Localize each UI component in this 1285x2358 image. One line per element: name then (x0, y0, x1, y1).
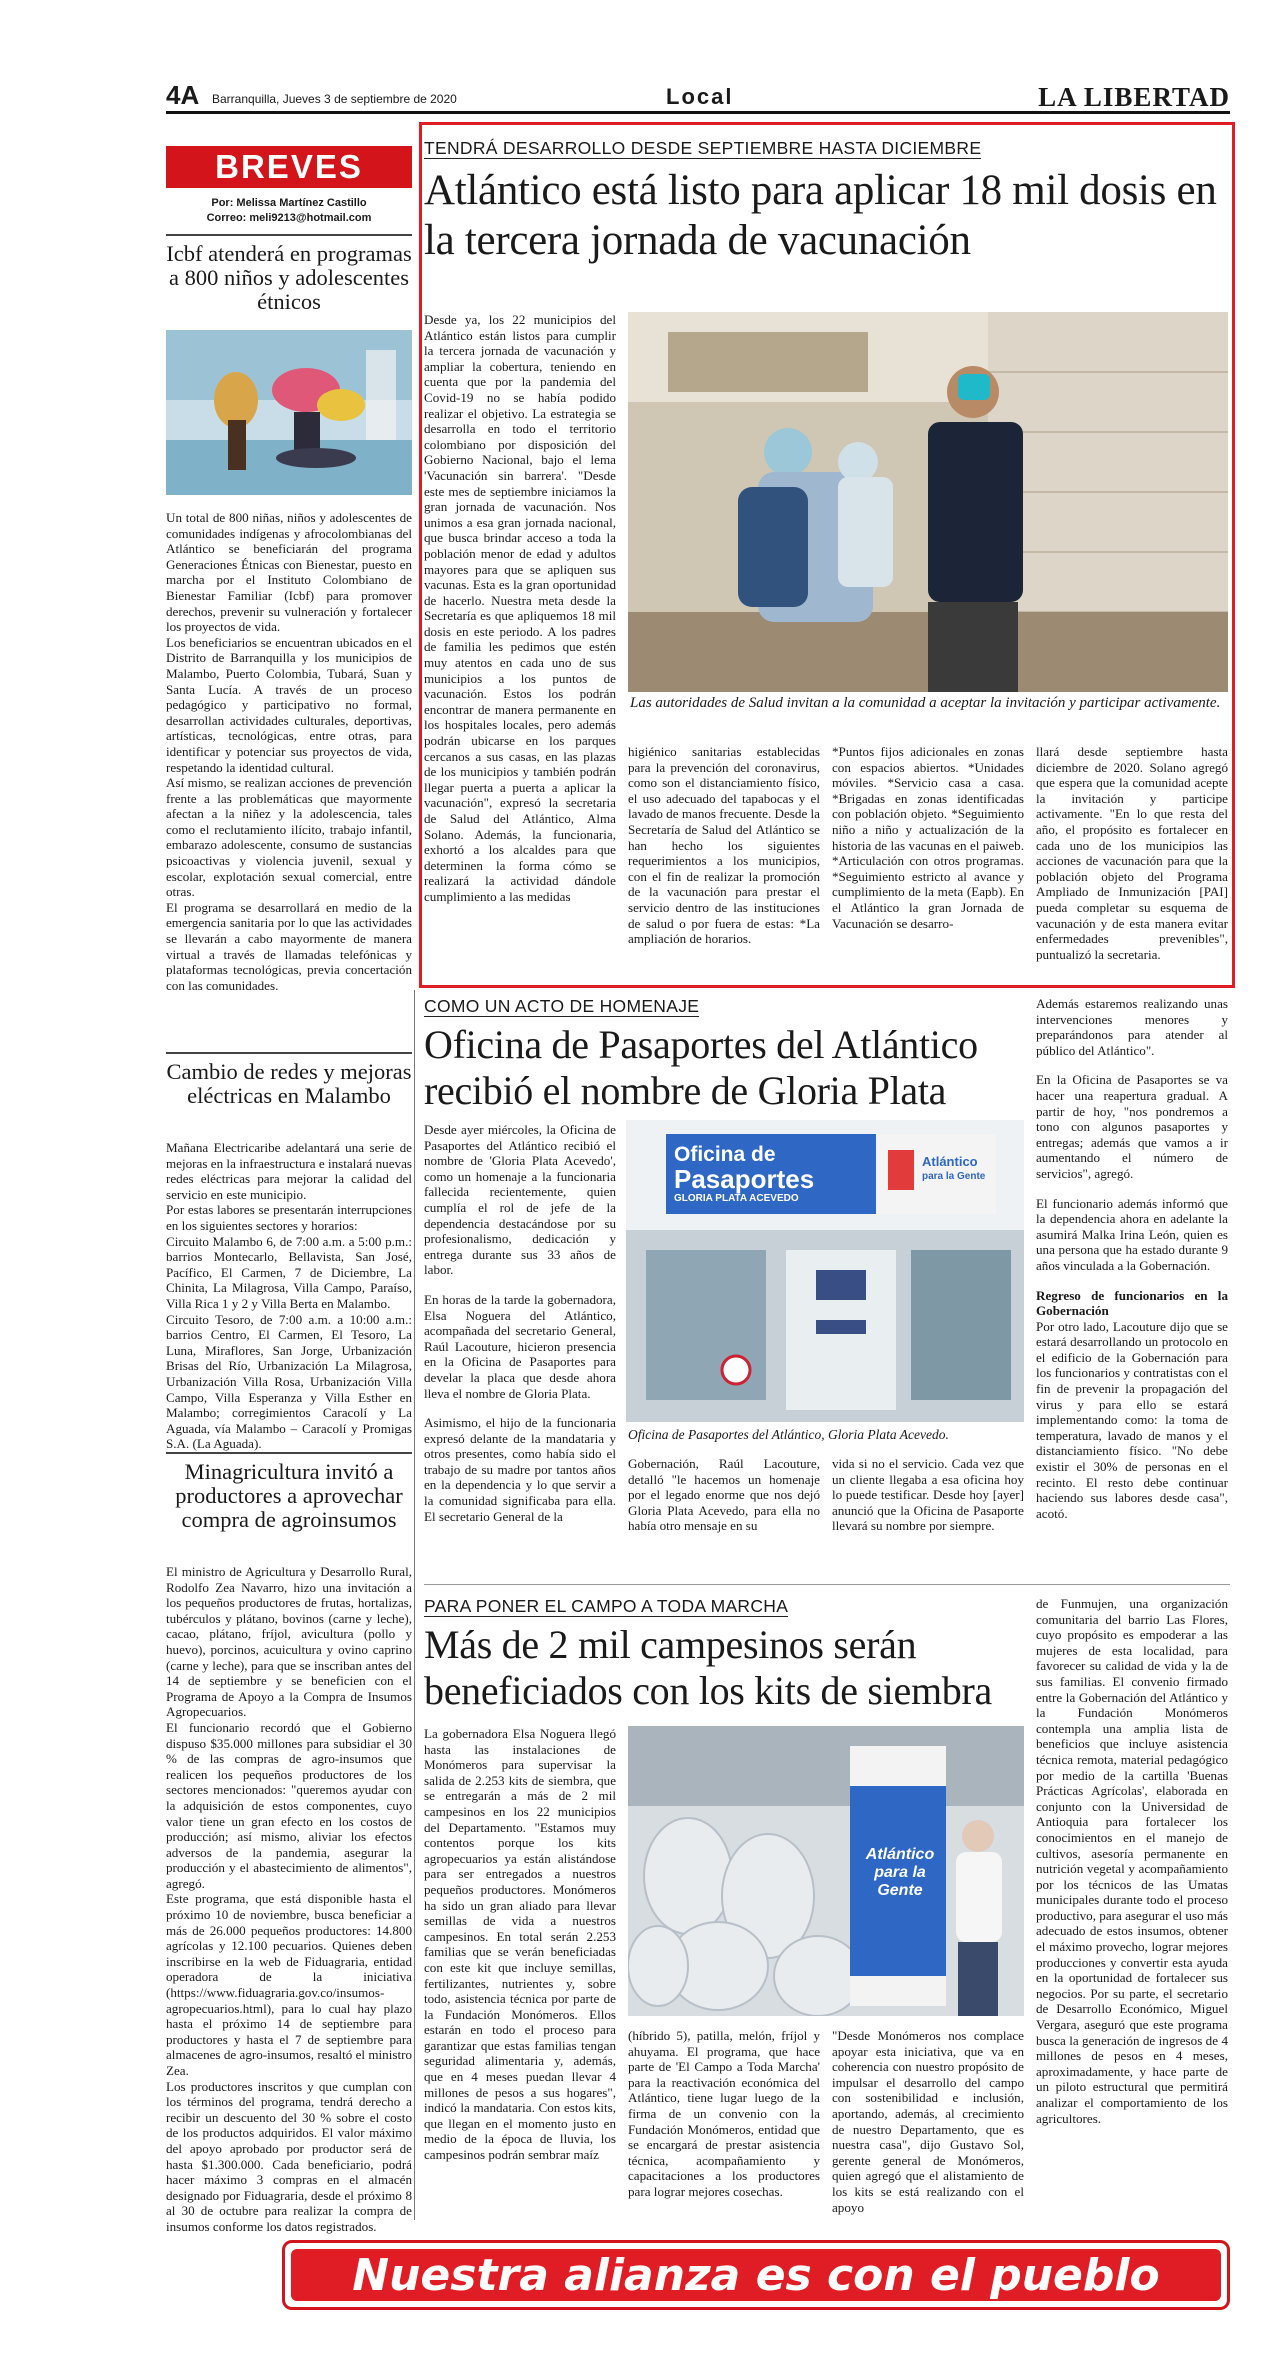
brief-2-title: Cambio de redes y mejoras eléctricas en Malambo (166, 1059, 412, 1108)
vaccination-col-4: llará desde septiembre hasta diciembre de 2020. Solano agregó que espera que la comunidad acepte la invitación y participe activamente. "En lo que resta del año, el propósito es fortalecer en cada uno de los municipios las acciones de vacunación para que la población objeto del Programa Ampliado de Inmunización [PAI] pueda completar su esquema de vacunación y de esta manera evitar enfermedades prevenibles", puntualizó la secretaria. (1036, 744, 1228, 962)
seed-kits-photo (628, 1726, 1024, 2016)
paragraph: Los beneficiarios se encuentran ubicados en el Distrito de Barranquilla y los municipios de Malambo, Puerto Colombia, Tubará, Suan y Santa Lucía. A través de un proceso pedagógico y participativo no formal, desarrollan actividades culturales, deportivas, artísticas, tecnológicas, entre otras, para identificar y potenciar sus proyectos de vida, respetando la identidad cultural. (166, 634, 412, 775)
paragraph: Este programa, que está disponible hasta el próximo 10 de noviembre, busca beneficiar a más de 26.000 pequeños productores: 14.800 agrícolas y 12.100 pecuarios. Quienes deben inscribirse en la web de Fiduagraria, entidad operadora de la iniciativa (https://www.fiduagraria.gov.co/insumos-agropecuarios.html), para lo cual hay plazo hasta el próximo 14 de septiembre para productores y hasta el 7 de septiembre para almacenes de agro-insumos, resaltó el ministro Zea. (166, 1891, 412, 2078)
vaccination-caption: Las autoridades de Salud invitan a la comunidad a aceptar la invitación y participar activamente. (630, 695, 1221, 711)
byline-email: Correo: meli9213@hotmail.com (206, 212, 372, 224)
farmers-col-1: La gobernadora Elsa Noguera llegó hasta las instalaciones de Monómeros para supervisar la salida de 2.253 kits de siembra, que se entregarán a más de 2 mil campesinos en los 22 municipios del Departamento. "Estamos muy contentos porque los kits agropecuarios ya están alistándose para ser entregados a nuestros pequeños productores. Monómeros ha sido un gran aliado para llevar semillas de vida a nuestros campesinos. En total serán 2.253 familias que se verán beneficiadas con este kit que incluye semillas, fertilizantes, nutrientes y, sobre todo, asistencia técnica por parte de la Fundación Monómeros. Ellos estarán en todo el proceso para garantizar que estas familias tengan seguridad alimentaria y, además, que en 4 meses puedan llevar 4 millones de pesos a sus hogares", indicó la mandataria. Con estos kits, que llegan en el momento justo en medio de la época de lluvia, los campesinos podrán sembrar maíz (424, 1726, 616, 2163)
bottom-banner (282, 2240, 1230, 2310)
divider (166, 1452, 412, 1454)
banner-slogan: Nuestra alianza es con el pueblo (352, 2250, 1160, 2301)
passports-caption: Oficina de Pasaportes del Atlántico, Gloria Plata Acevedo. (628, 1427, 949, 1442)
paragraph: Desde ayer miércoles, la Oficina de Pasaportes del Atlántico recibió el nombre de 'Gloria Plata Acevedo', como un homenaje a la funcionaria fallecida recientemente, quien cumplía el rol de jefe de la dependencia destacándose por su profesionalismo, dedicación y entrega durante sus 33 años de labor. (424, 1122, 616, 1278)
passports-kicker: COMO UN ACTO DE HOMENAJE (424, 996, 700, 1016)
paragraph: Así mismo, se realizan acciones de prevención frente a las problemáticas que mayormente afectan a la niñez y la adolescencia, tales como el reclutamiento ilícito, trabajo infantil, embarazo adolescente, consumo de sustancias psicoactivas y violencia juvenil, sexual y escolar, explotación sexual comercial, entre otras. (166, 775, 412, 900)
vaccination-photo-image (628, 312, 1228, 692)
brief-3-body (166, 1564, 412, 2235)
sign-line: Pasaportes (674, 1164, 815, 1194)
paragraph: Circuito Malambo 6, de 7:00 a.m. a 5:00 p.m.: barrios Montecarlo, Bellavista, San José, Pacífico, El Carmen, 7 de Diciembre, La Chinita, La Milagrosa, Villa Campo, Paraíso, Villa Rica 1 y 2 y Villa Berta en Malambo. (166, 1233, 412, 1311)
divider (424, 1584, 1230, 1585)
column-rule (414, 990, 415, 2220)
paragraph: El ministro de Agricultura y Desarrollo Rural, Rodolfo Zea Navarro, hizo una invitación a los pequeños productores de frutas, hortalizas, tubérculos y plátano, bovinos (carne y leche), cacao, plátano, fríjol, avicultura (pollo y huevo), porcinos, acuicultura y ovino caprino (carne y leche), para que se inscriban antes del 14 de septiembre y se beneficien con el Programa de Apoyo a la Compra de Insumos Agropecuarios. (166, 1564, 412, 1720)
paragraph: Los productores inscritos y que cumplan con los términos del programa, tendrá derecho a recibir un descuento del 30 % sobre el costo de los productos adquiridos. El valor máximo del apoyo aprobado por productor será de hasta $1.300.000. Cada beneficiario, podrá hacer máximo 3 compras en el almacén designado por Fiduagraria, desde el próximo 8 al 30 de octubre para realizar la compra de insumos conforme los datos registrados. (166, 2078, 412, 2234)
byline-author: Por: Melissa Martínez Castillo (211, 197, 367, 209)
passports-col-1 (424, 1122, 616, 1524)
paragraph: En horas de la tarde la gobernadora, Elsa Noguera del Atlántico, acompañada del secretario General, Raúl Lacouture, hicieron presencia en la Oficina de Pasaportes para develar la placa que desde ahora lleva el nombre de Gloria Plata. (424, 1291, 616, 1401)
farmers-col-3: "Desde Monómeros nos complace apoyar esta iniciativa, que va en coherencia con nuestro propósito de impulsar el desarrollo del campo con sostenibilidad e inclusión, aportando, además, al crecimiento de nuestro Departamento, que es nuestra casa", dijo Gustavo Sol, gerente general de Monómeros, quien agregó que el alistamiento de los kits se está realizando con el apoyo (832, 2028, 1024, 2215)
section-name: Local (666, 84, 734, 109)
brief-1-body (166, 510, 412, 993)
bag-banner-text: Atlántico para la Gente (865, 1846, 935, 1899)
sign-line: Oficina de (674, 1143, 776, 1166)
logo-line: para la Gente (922, 1171, 986, 1182)
paragraph: El funcionario además informó que la dependencia ahora en adelante la asumirá Malka Irina León, quien es una persona que ha estado durante 9 años vinculada a la Gobernación. (1036, 1195, 1228, 1273)
vaccination-photo (628, 312, 1228, 692)
passports-col-3: vida si no el servicio. Cada vez que un cliente llegaba a esa oficina hoy lo puede testificar. Desde hoy [ayer] anunció que la Oficina de Pasaporte llevará su nombre por siempre. (832, 1456, 1024, 1534)
vaccination-col-3: *Puntos fijos adicionales en zonas con espacios abiertos. *Unidades móviles. *Servicio casa a casa. *Brigadas en zonas identificadas con población objeto. *Seguimiento niño a niño y actualización de la historia de las vacunas en el paiweb. *Articulación con otros programas. *Seguimiento estricto al avance y cumplimiento de la meta (Eapb). En el Atlántico la gran Jornada de Vacunación se desarro- (832, 744, 1024, 931)
seed-kits-image (628, 1726, 1024, 2016)
divider (166, 234, 412, 236)
edition-date: Barranquilla, Jueves 3 de septiembre de 2020 (212, 92, 457, 106)
office-sign (674, 1144, 874, 1206)
paragraph: Por estas labores se presentarán interrupciones en los siguientes sectores y horarios: (166, 1202, 412, 1233)
sign-line: GLORIA PLATA ACEVEDO (674, 1193, 799, 1204)
passports-headline: Oficina de Pasaportes del Atlántico recibió el nombre de Gloria Plata (424, 1022, 978, 1113)
page-number: 4A (166, 80, 200, 110)
passport-office-photo (626, 1120, 1024, 1422)
brief-3-title: Minagricultura invitó a productores a aprovechar compra de agroinsumos (175, 1459, 403, 1532)
paragraph: Mañana Electricaribe adelantará una serie de mejoras en la infraestructura e instalará nuevas redes eléctricas para mejorar la calidad del servicio en este municipio. (166, 1140, 412, 1202)
newspaper-brand: LA LIBERTAD (1038, 82, 1230, 112)
paragraph: Por otro lado, Lacouture dijo que se estará desarrollando un protocolo en el edificio de la Gobernación para los funcionarios y contratistas con el fin de prevenir la propagación del virus y para ello se estará implementando como: la toma de temperatura, lavado de manos y el distanciamiento físico. "No debe existir el 30% de personas en el recinto. El resto debe continuar haciendo sus labores desde casa", acotó. (1036, 1318, 1228, 1521)
page-header (166, 78, 1230, 114)
farmers-headline: Más de 2 mil campesinos serán beneficiados con los kits de siembra (424, 1622, 992, 1713)
dance-photo-image (166, 330, 412, 495)
vaccination-col-2: higiénico sanitarias establecidas para la prevención del coronavirus, como son el distanciamiento físico, el uso adecuado del tapabocas y el lavado de manos frecuente. Desde la Secretaría de Salud del Atlántico se han hecho los siguientes requerimientos a los municipios, con el fin de realizar la promoción de la vacunación para prestar el servicio dentro de las instituciones de salud o por fuera de estas: *La ampliación de horarios. (628, 744, 820, 947)
paragraph: Además estaremos realizando unas intervenciones menores y preparándonos para atender al público del Atlántico". (1036, 996, 1228, 1058)
breves-label: BREVES (166, 146, 412, 188)
divider (166, 1052, 412, 1054)
paragraph: Un total de 800 niñas, niños y adolescentes de comunidades indígenas y afrocolombianas del Atlántico se beneficiarán del programa Generaciones Étnicas con Bienestar, puesto en marcha por el Instituto Colombiano de Bienestar Familiar (Icbf) para promover derechos, prevenir su vulneración y fortalecer los proyectos de vida. (166, 510, 412, 635)
paragraph: Circuito Tesoro, de 7:00 a.m. a 10:00 a.m.: barrios Centro, El Carmen, El Tesoro, La Luna, Miraflores, San Jorge, Urbanización Brisas del Río, Urbanización La Milagrosa, Urbanización Villa Rosa, Urbanización Villa Campo, Villa Esperanza y Villa Esther en Malambo; corregimientos Caracolí y La Aguada, vía Malambo – Caracolí y Promigas S.A. (La Aguada). (166, 1311, 412, 1452)
passports-col-4 (1036, 996, 1228, 1521)
brief-1-title: Icbf atenderá en programas a 800 niños y adolescentes étnicos (166, 241, 412, 314)
breves-byline (166, 196, 412, 226)
vaccination-headline: Atlántico está listo para aplicar 18 mil dosis en la tercera jornada de vacunación (424, 167, 1217, 264)
subhead: Regreso de funcionarios en la Gobernación (1036, 1287, 1228, 1319)
paragraph: El programa se desarrollará en medio de la emergencia sanitaria por lo que las actividades se llevarán a cabo mayormente de manera virtual a través de llamadas telefónicas y plataformas tecnológicas, previa concertación con las comunidades. (166, 899, 412, 993)
vaccination-col-1: Desde ya, los 22 municipios del Atlántico están listos para cumplir la tercera jornada de vacunación y ampliar la cobertura, teniendo en cuenta que por la pandemia del Covid-19 no se había podido realizar el objetivo. La estrategia se desarrolla en todo el territorio colombiano por disposición del Gobierno Nacional, bajo el lema 'Vacunación sin barrera'. "Desde este mes de septiembre iniciamos la gran jornada de vacunación. Nos unimos a esa gran jornada nacional, que busca brindar acceso a toda la población menor de edad y adultos mayores para que se apliquen sus vacunas. Esta es la gran oportunidad de hacerlo. Nuestra meta desde la Secretaría es que apliquemos 18 mil dosis en este periodo. A los padres de familia les pedimos que estén muy atentos en cada uno de sus municipios a los puntos de vacunación. Estos los podrán encontrar de manera permanente en los hospitales locales, pero además podrán ubicarse en los parques cercanos a sus casas, en las plazas de los municipios y también podrán llegar puerta a puerta a aplicar la vacunación", expresó la secretaria de Salud del Atlántico, Alma Solano. Además, la funcionaria, exhortó a los alcaldes para que determinen la forma cómo se realizará la actividad dándole cumplimiento a las medidas (424, 312, 616, 904)
atlantico-logo (922, 1154, 985, 1184)
paragraph: El funcionario recordó que el Gobierno dispuso $35.000 millones para subsidiar el 30 % de las compras de agro-insumos que realicen los pequeños productores de los sectores mencionados: "queremos ayudar con la adquisición de estos componentes, cuyo valor tiene un gran efecto en los costos de producción; así mismo, aliviar los efectos adversos de la pandemia, asegurar la producción y el abastecimiento de alimentos", agregó. (166, 1719, 412, 1891)
paragraph: Asimismo, el hijo de la funcionaria expresó delante de la mandataria y otros presentes, como había sido el trabajo de su madre por tantos años en la dependencia y lo que servir a la comunidad significaba para ella. El secretario General de la (424, 1415, 616, 1524)
vaccination-kicker: TENDRÁ DESARROLLO DESDE SEPTIEMBRE HASTA DICIEMBRE (424, 138, 982, 158)
farmers-col-2: (híbrido 5), patilla, melón, fríjol y ahuyama. El programa, que hace parte de 'El Campo a Toda Marcha' para la reactivación económica del Atlántico, tiene lugar luego de la firma de un convenio con la Fundación Monómeros, entidad que se encargará de prestar asistencia técnica, acompañamiento y capacitaciones a los productores para lograr mejores cosechas. (628, 2028, 820, 2199)
logo-line: Atlántico (922, 1154, 978, 1169)
farmers-kicker: PARA PONER EL CAMPO A TODA MARCHA (424, 1596, 789, 1616)
brief-2-body (166, 1140, 412, 1452)
paragraph: En la Oficina de Pasaportes se va hacer una reapertura gradual. A partir de hoy, "nos pondremos a tono con algunos pasaportes y entregas; además que vamos a ir aumentando el número de servicios", agregó. (1036, 1072, 1228, 1181)
dance-photo (166, 330, 412, 495)
farmers-col-4: de Funmujen, una organización comunitaria del barrio Las Flores, cuyo propósito es empoderar a las mujeres de esta localidad, para favorecer su calidad de vida y la de sus familias. El convenio firmado entre la Gobernación del Atlántico y la Fundación Monómeros contempla una amplia lista de beneficios que incluye asistencia técnica remota, material pedagógico por medio de la cartilla 'Buenas Prácticas Agrícolas', elaborada en conjunto con la Universidad de Antioquia para fortalecer los conocimientos en el manejo de cultivos, asesoría permanente en nutrición vegetal y acompañamiento por los técnicos de las Umatas municipales durante todo el proceso productivo, para asegurar el uso más adecuado de estos insumos, obtener el máximo provecho, lograr mejores producciones y convertir esta ayuda en la oportunidad de fortalecer sus negocios. Por su parte, el secretario de Desarrollo Económico, Miguel Vergara, aseguró que este programa busca la generación de ingresos de 4 millones de pesos en 4 meses, aproximadamente, y hace parte de un piloto estructural que permitirá analizar el comportamiento de los agricultores. (1036, 1596, 1228, 2126)
passports-col-2: Gobernación, Raúl Lacouture, detalló "le hacemos un homenaje por el legado enorme que nos dejó Gloria Plata Acevedo, para ella no había otro mensaje en su (628, 1456, 820, 1534)
